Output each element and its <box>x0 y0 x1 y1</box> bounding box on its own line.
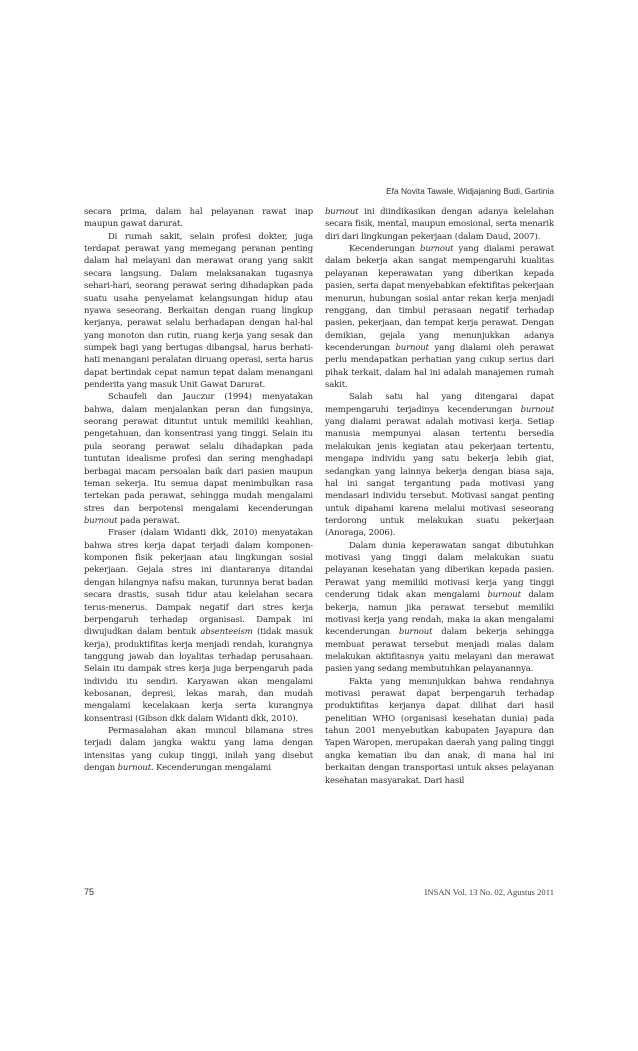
paragraph: Fraser (dalam Widanti dkk, 2010) menyatakan bahwa stres kerja dapat terjadi dalam komponen-komponen fisik pekerjaan atau lingkungan sosial pekerjaan. Gejala stres ini diantaranya ditandai dengan hilangnya nafsu makan, turunnya berat badan secara drastis, susah tidur atau kelelahan secara terus-menerus. Dampak negatif dari stres kerja berpengaruh terhadap organisasi. Dampak ini diwujudkan dalam bentuk absenteeism (tidak masuk kerja), produktifitas kerja menjadi rendah, kurangnya tanggung jawab dan loyalitas terhadap perusahaan. Selain itu dampak stres kerja juga berpengaruh pada individu itu sendiri. Karyawan akan mengalami kebosanan, depresi, lekas marah, dan mudah mengalami kecelakaan kerja serta kurangnya konsentrasi (Gibson dkk dalam Widanti dkk, 2010). <box>84 528 313 724</box>
paragraph: burnout ini diindikasikan dengan adanya kelelahan secara fisik, mental, maupun emosional, serta menarik diri dari lingkungan pekerjaan (dalam Daud, 2007). <box>325 207 554 242</box>
paragraph: Kecenderungan burnout yang dialami perawat dalam bekerja akan sangat mempengaruhi kualitas pelayanan keperawatan yang diberikan kepada pasien, serta dapat menyebabkan efektifitas pekerjaan menurun, hubungan sosial antar rekan kerja menjadi renggang, dan timbul perasaan negatif terhadap pasien, pekerjaan, dan tempat kerja perawat. Dengan demikian, gejala yang menunjukkan adanya kecenderungan burnout yang dialami oleh perawat perlu mendapatkan perhatian yang cukup serius dari pihak terkait, dalam hal ini adalah manajemen rumah sakit. <box>325 244 555 391</box>
paragraph: Schaufeli dan Jauczur (1994) menyatakan bahwa, dalam menjalankan peran dan fungsinya, seorang perawat dituntut untuk memiliki keahlian, pengetahuan, dan konsentrasi yang tinggi. Selain itu pula seorang perawat selalu dihadapkan pada tuntutan idealisme profesi dan sering menghadapi berbagai macam persoalan baik dari pasien maupun teman sekerja. Itu semua dapat menimbulkan rasa tertekan pada perawat, sehingga mudah mengalami stres dan berpotensi mengalami kecenderungan burnout pada perawat. <box>84 392 313 526</box>
paragraph: Dalam dunia keperawatan sangat dibutuhkan motivasi yang tinggi dalam melakukan suatu pelayanan kesehatan yang diberikan kepada pasien. Perawat yang memiliki motivasi kerja yang tinggi cenderung tidak akan mengalami burnout dalam bekerja, namun jika perawat tersebut memiliki motivasi kerja yang rendah, maka ia akan mengalami kecenderungan burnout dalam bekerja sehingga membuat perawat tersebut menjadi malas dalam melakukan aktifitasnya yaitu melayani dan merawat pasien yang sedang membutuhkan pelayanannya. <box>325 540 554 675</box>
paragraph: Permasalahan akan muncul bilamana stres terjadi dalam jangka waktu yang lama dengan intensitas yang cukup tinggi, inilah yang disebut dengan burnout. Kecenderungan mengalami <box>84 726 313 774</box>
right-column <box>325 206 554 787</box>
paragraph: Fakta yang menunjukkan bahwa rendahnya motivasi perawat dapat berpengaruh terhadap produktifitas kerjanya dapat dilihat dari hasil penelitian WHO (organisasi kesehatan dunia) pada tahun 2001 menyebutkan kabupaten Jayapura dan Yapen Waropen, merupakan daerah yang paling tinggi angka kematian ibu dan anak, di mana hal ini berkaitan dengan transportasi untuk akses pelayanan kesehatan masyarakat. Dari hasil <box>325 676 554 786</box>
paragraph: secara prima, dalam hal pelayanan rawat inap maupun gawat darurat. <box>84 207 313 230</box>
running-head-authors: Efa Novita Tawale, Widjajaning Budi, Gartinia <box>386 186 554 196</box>
left-column <box>84 206 313 775</box>
journal-citation: INSAN Vol. 13 No. 02, Agustus 2011 <box>424 887 554 897</box>
paragraph: Salah satu hal yang ditengarai dapat mempengaruhi terjadinya kecenderungan burnout yang dialami perawat adalah motivasi kerja. Setiap manusia mempunyai alasan tertentu bersedia melakukan jenis kegiatan atau pekerjaan tertentu, mengapa individu yang satu bekerja lebih giat, sedangkan yang lainnya bekerja dengan biasa saja, hal ini sangat tergantung pada motivasi yang mendasari individu tersebut. Motivasi sangat penting untuk dipahami karena melalui motivasi seseorang terdorong untuk melakukan suatu pekerjaan (Anoraga, 2006). <box>325 392 554 539</box>
page-number: 75 <box>84 887 95 897</box>
paragraph: Di rumah sakit, selain profesi dokter, juga terdapat perawat yang memegang peranan penting dalam hal melayani dan merawat orang yang sakit secara langsung. Dalam melaksanakan tugasnya sehari-hari, seorang perawat sering dihadapkan pada suatu usaha penyelamat kelangsungan hidup atau nyawa seseorang. Berkaitan dengan ruang lingkup kerjanya, perawat selalu berhadapan dengan hal-hal yang monoton dan rutin, ruang kerja yang sesak dan sumpek bagi yang bertugas dibangsal, harus berhati-hati menangani peralatan diruang operasi, serta harus dapat bertindak cepat namun tepat dalam menangani penderita yang masuk Unit Gawat Darurat. <box>84 231 313 391</box>
